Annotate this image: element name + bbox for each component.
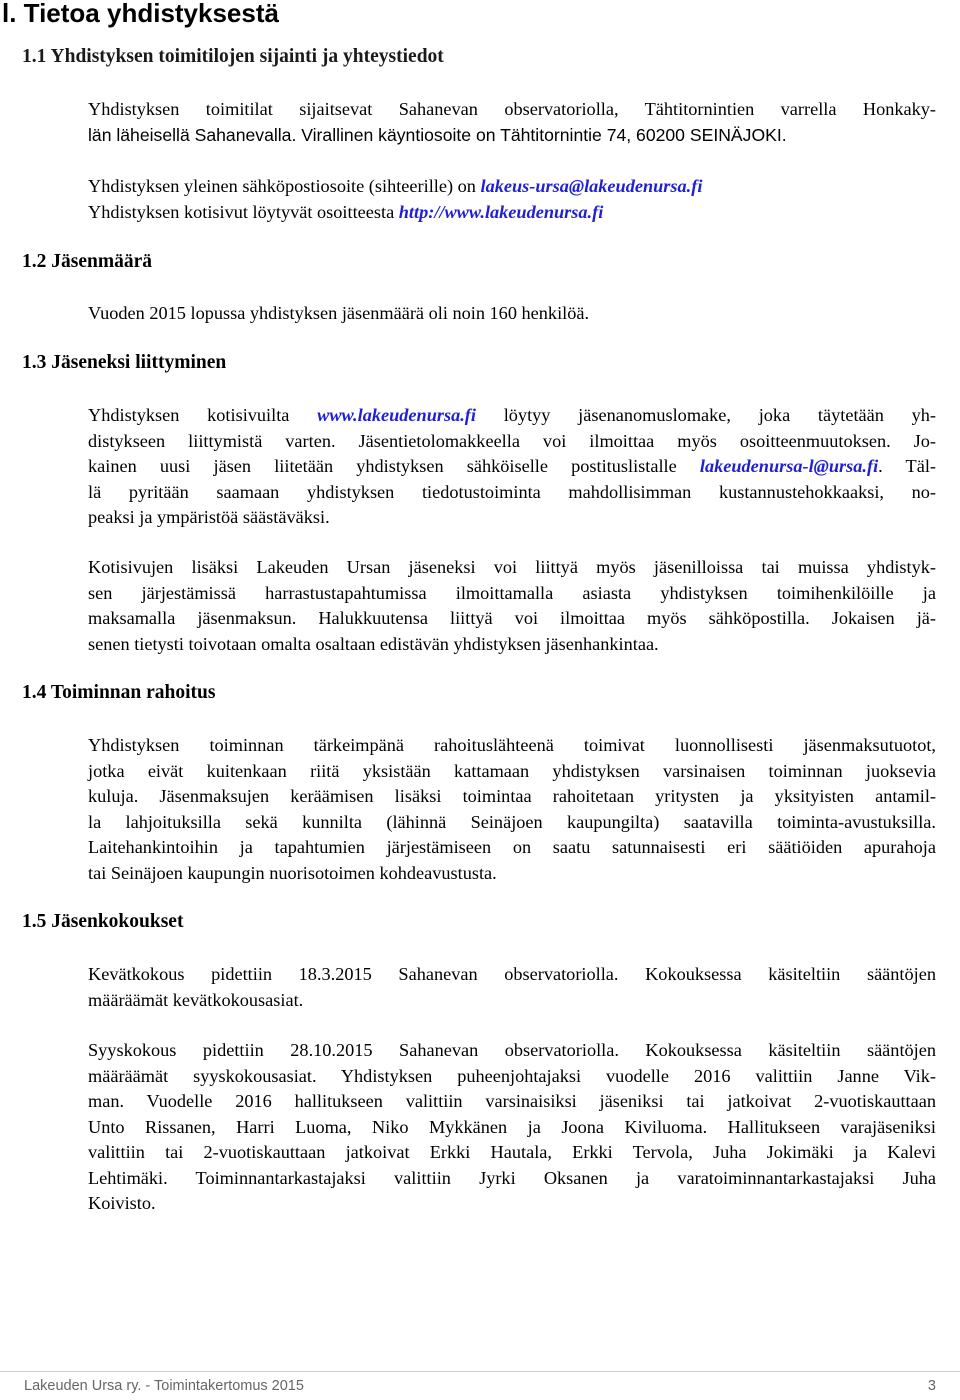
text-line: Lehtimäki. Toiminnantarkastajaksi valittiin Jyrki Oksanen ja varatoiminnantarkastajaksi Juha: [88, 1167, 936, 1188]
text-line: [88, 174, 936, 200]
paragraph-funding: [88, 733, 936, 886]
text-line: Yhdistyksen toimitilat sijaitsevat Sahanevan observatoriolla, Tähtitornintien varrella Honkaky-: [88, 99, 936, 119]
section-heading-1-2: 1.2 Jäsenmäärä: [22, 251, 152, 272]
mailing-list-link[interactable]: lakeudenursa-l@ursa.fi: [699, 456, 879, 476]
text-line: [88, 454, 936, 480]
text-line: määräämät syyskokousasiat. Yhdistyksen puheenjohtajaksi vuodelle 2016 valittiin Janne Vik-: [88, 1065, 936, 1086]
text-line: senen tietysti toivotaan omalta osaltaan edistävän yhdistyksen jäsenhankintaa.: [88, 633, 659, 654]
paragraph-joining-other: [88, 555, 936, 657]
paragraph-membership-count: [88, 301, 936, 327]
section-heading-1-1: 1.1 Yhdistyksen toimitilojen sijainti ja yhteystiedot: [22, 46, 444, 67]
paragraph-spring-meeting: [88, 962, 936, 1013]
text-line: valittiin tai 2-vuotiskauttaan jatkoivat Erkki Hautala, Erkki Tervola, Juha Jokimäki ja Kalevi: [88, 1142, 936, 1162]
text-line: tai Seinäjoen kaupungin nuorisotoimen kohdeavustusta.: [88, 862, 497, 883]
section-heading-1-3: 1.3 Jäseneksi liittyminen: [22, 352, 227, 373]
text-line: kuluja. Jäsenmaksujen keräämisen lisäksi toimintaa rahoitetaan yritysten ja yksityisten antamil-: [88, 786, 936, 806]
footer-title: Lakeuden Ursa ry. - Toimintakertomus 2015: [24, 1378, 304, 1394]
text-line: jotka eivät kuitenkaan riitä yksistään kattamaan yhdistyksen varsinaisen toiminnan juoksevia: [88, 760, 936, 781]
text-segment: . Täl-: [878, 456, 936, 476]
text-segment: Yhdistyksen kotisivuilta: [88, 405, 318, 425]
text-line: Koivisto.: [88, 1193, 156, 1213]
email-link[interactable]: lakeus-ursa@lakeudenursa.fi: [480, 176, 703, 196]
text-line: Vuoden 2015 lopussa yhdistyksen jäsenmäärä oli noin 160 henkilöä.: [88, 303, 590, 323]
website-link-2[interactable]: www.lakeudenursa.fi: [317, 405, 476, 425]
text-line: Yhdistyksen toiminnan tärkeimpänä rahoituslähteenä toimivat luonnollisesti jäsenmaksutuotot,: [88, 735, 936, 755]
section-heading-1-5: 1.5 Jäsenkokoukset: [22, 911, 184, 932]
text-line: sen järjestämissä harrastustapahtumissa ilmoittamalla asiasta yhdistyksen toimihenkilöille ja: [88, 582, 936, 603]
paragraph-location: [88, 97, 936, 148]
text-line: Unto Rissanen, Harri Luoma, Niko Mykkänen ja Joona Kiviluoma. Hallitukseen varajäseniksi: [88, 1116, 936, 1137]
paragraph-joining: [88, 403, 936, 531]
text-line: man. Vuodelle 2016 hallitukseen valittiin varsinaisiksi jäseniksi tai jatkoivat 2-vuotiskauttaan: [88, 1091, 936, 1111]
text-line: distykseen liittymistä varten. Jäsentietolomakkeella voi ilmoittaa myös osoitteenmuutoksen. Jo-: [88, 430, 936, 451]
text-line: maksamalla jäsenmaksun. Halukkuutensa liittyä voi ilmoittaa myös sähköpostilla. Jokaisen jä-: [88, 608, 936, 628]
section-heading-1-4: 1.4 Toiminnan rahoitus: [22, 682, 216, 703]
text-line: la lahjoituksilla sekä kunnilta (lähinnä Seinäjoen kaupungilta) saatavilla toiminta-avustuksilla.: [88, 811, 936, 832]
text-line: määräämät kevätkokousasiat.: [88, 989, 304, 1010]
text-segment: kainen uusi jäsen liitetään yhdistyksen sähköiselle postituslistalle: [88, 456, 700, 476]
website-intro-text: Yhdistyksen kotisivut löytyvät osoitteesta: [88, 201, 399, 222]
footer-divider: [0, 1371, 960, 1372]
text-line: [88, 200, 936, 226]
text-line: Syyskokous pidettiin 28.10.2015 Sahanevan observatoriolla. Kokouksessa käsiteltiin sääntöjen: [88, 1040, 936, 1060]
text-line: Kevätkokous pidettiin 18.3.2015 Sahanevan observatoriolla. Kokouksessa käsiteltiin sääntöjen: [88, 964, 936, 984]
paragraph-contact: [88, 174, 936, 225]
text-line: [88, 403, 936, 429]
document-title: l. Tietoa yhdistyksestä: [2, 0, 279, 28]
text-segment: löytyy jäsenanomuslomake, joka täytetään yh-: [475, 405, 937, 425]
text-line: Laitehankintoihin ja tapahtumien järjestämiseen on saatu satunnaisesti eri säätiöiden apurahoja: [88, 837, 936, 857]
text-line: lä pyritään saamaan yhdistyksen tiedotustoiminta mahdollisimman kustannustehokkaaksi, no-: [88, 481, 936, 502]
paragraph-autumn-meeting: [88, 1038, 936, 1217]
text-line: Kotisivujen lisäksi Lakeuden Ursan jäseneksi voi liittyä myös jäsenilloissa tai muissa yhdistyk-: [88, 557, 936, 577]
website-link[interactable]: http://www.lakeudenursa.fi: [398, 201, 604, 222]
page-number: 3: [927, 1378, 936, 1394]
text-line: län läheisellä Sahanevalla. Virallinen käyntiosoite on Tähtitornintie 74, 60200 SEINÄJOKI.: [88, 124, 787, 145]
email-intro-text: Yhdistyksen yleinen sähköpostiosoite (sihteerille) on: [88, 176, 481, 196]
text-line: peaksi ja ympäristöä säästäväksi.: [88, 507, 330, 527]
